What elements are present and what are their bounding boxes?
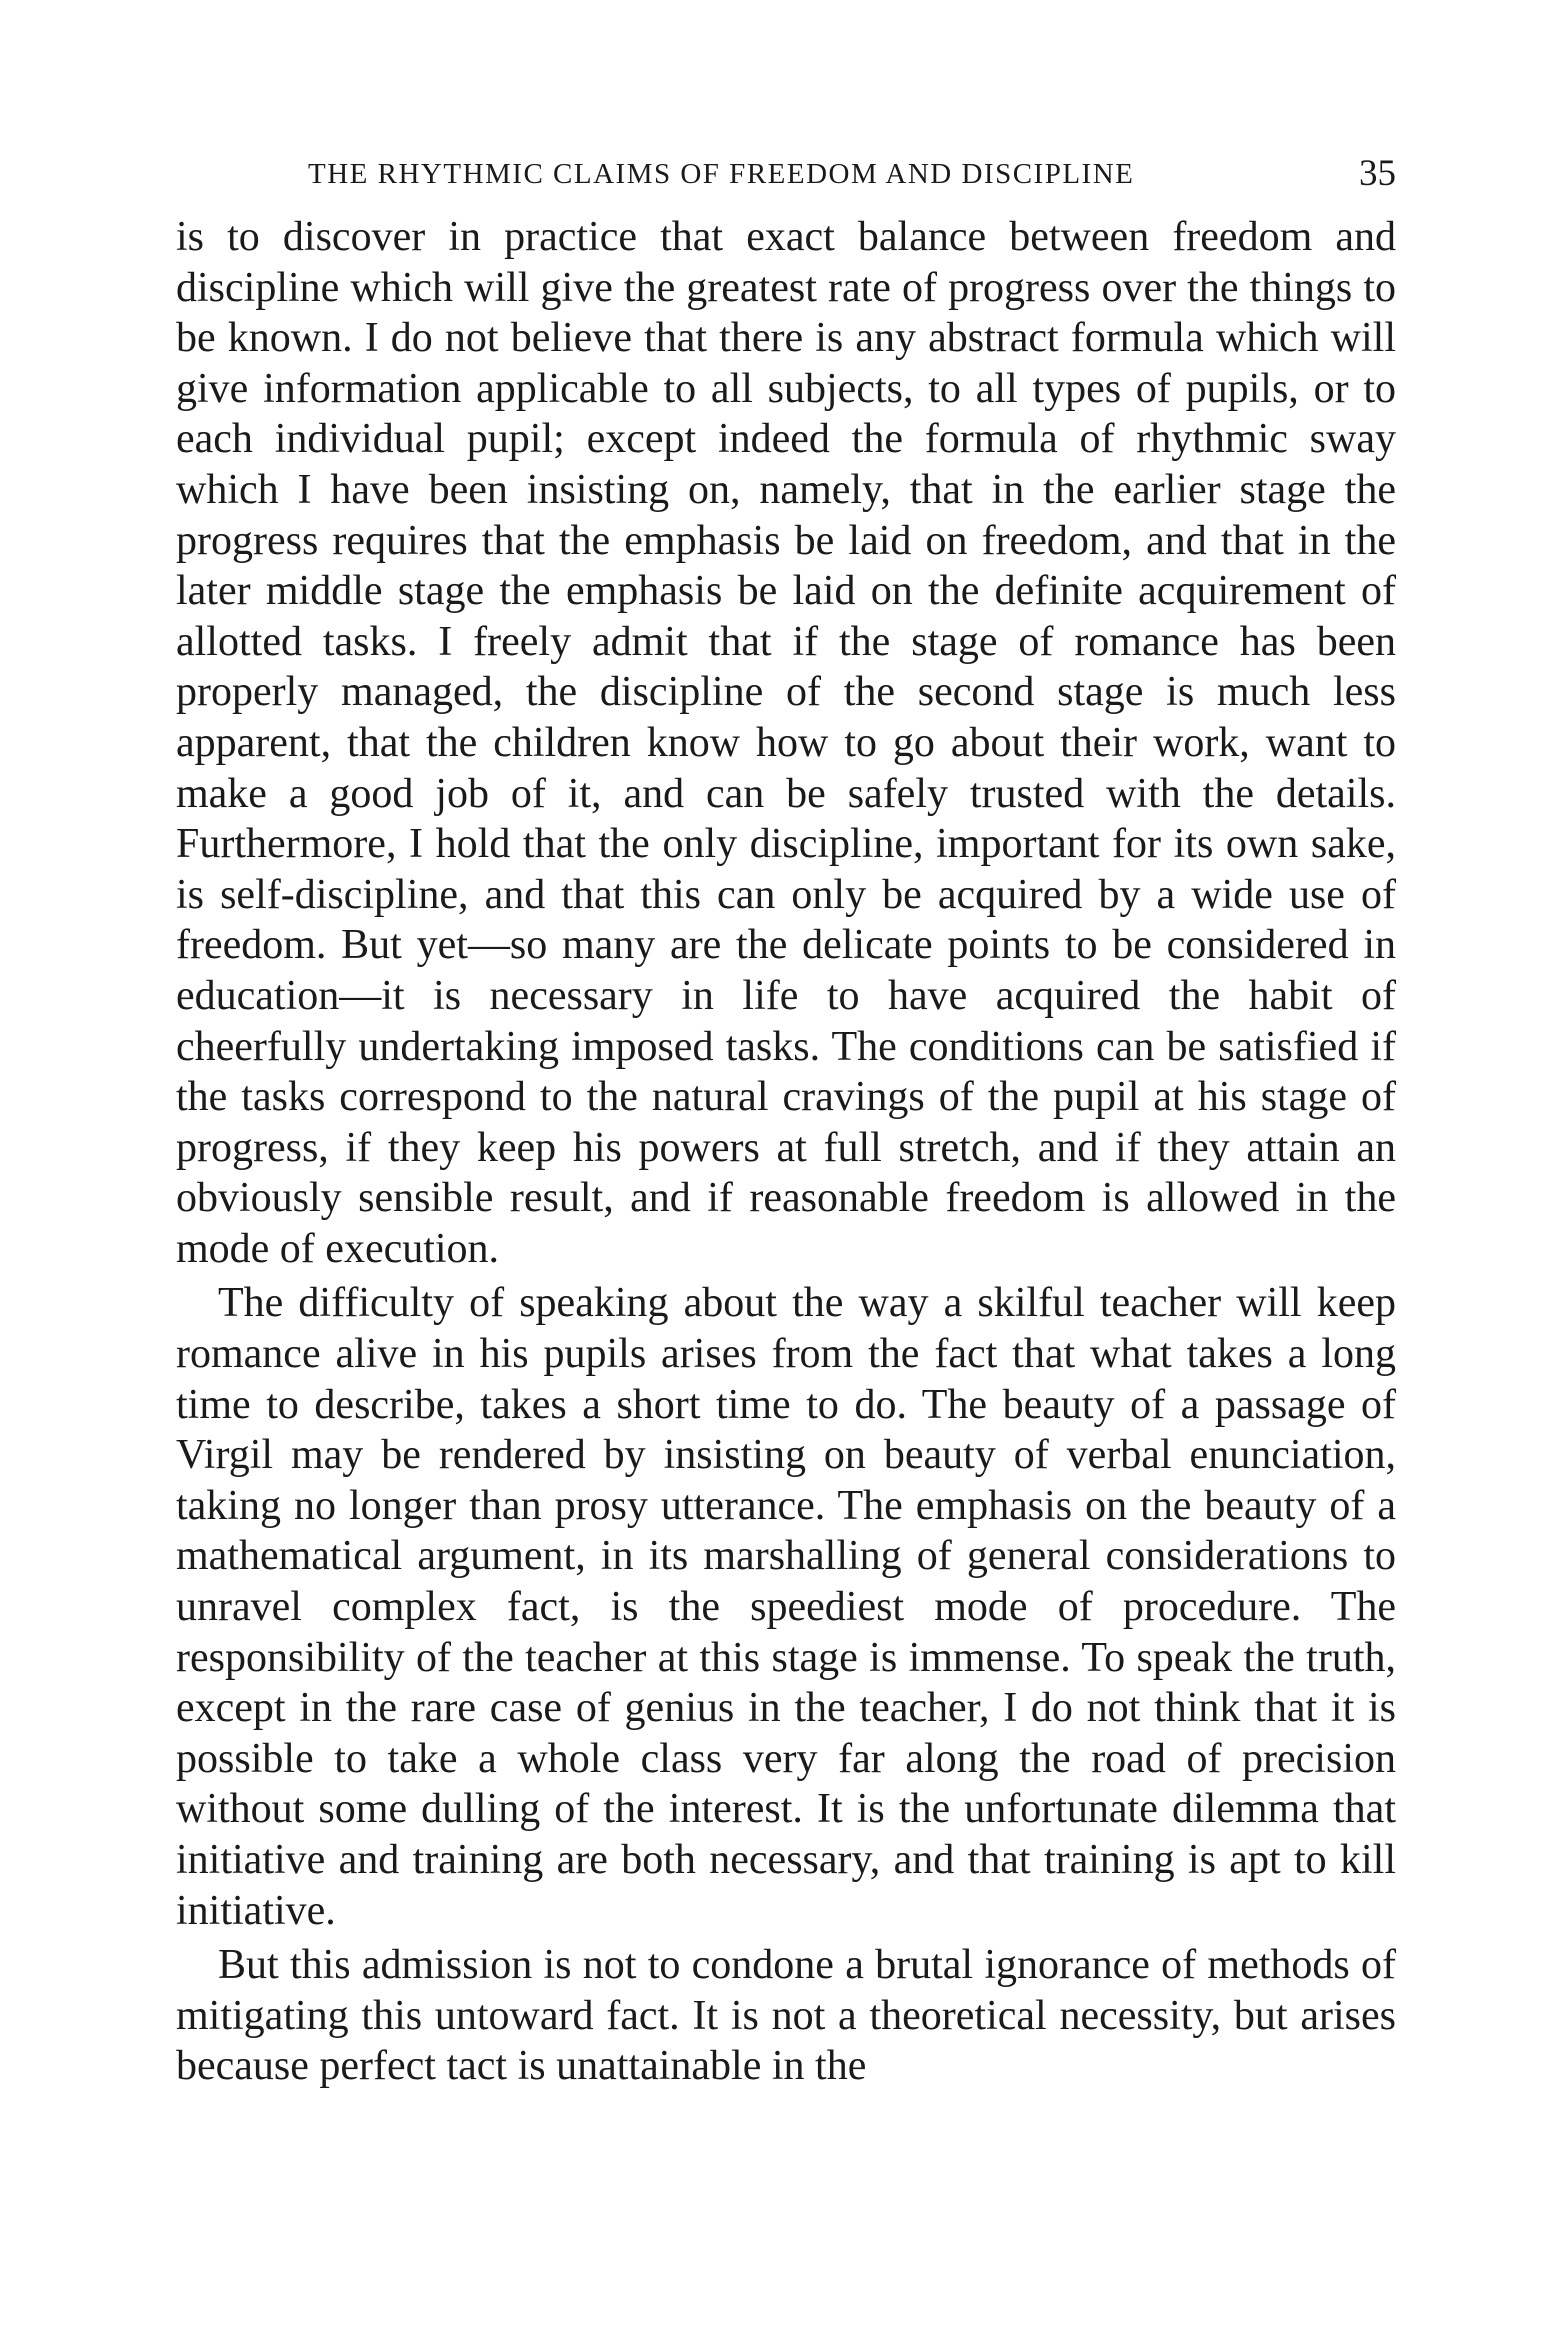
paragraph-1: is to discover in practice that exact balance between freedom and discipline which will give the greatest rate of progress over the things to be known. I do not believe that there is any abstract formula which will give information applicable to all subjects, to all types of pupils, or to each individual pupil; except indeed the formula of rhythmic sway which I have been insisting on, namely, that in the earlier stage the progress requires that the emphasis be laid on freedom, and that in the later middle stage the emphasis be laid on the definite acquirement of allotted tasks. I freely admit that if the stage of romance has been properly managed, the discipline of the second stage is much less apparent, that the children know how to go about their work, want to make a good job of it, and can be safely trusted with the details. Furthermore, I hold that the only discipline, important for its own sake, is self-discipline, and that this can only be acquired by a wide use of freedom. But yet—so many are the delicate points to be considered in education—it is necessary in life to have acquired the habit of cheerfully undertaking imposed tasks. The conditions can be satisfied if the tasks correspond to the natural cravings of the pupil at his stage of progress, if they keep his powers at full stretch, and if they attain an obviously sensible result, and if reasonable freedom is allowed in the mode of execution.	[176, 214, 1396, 1272]
paragraph-2: The difficulty of speaking about the way a skilful teacher will keep romance alive in his pupils arises from the fact that what takes a long time to describe, takes a short time to do. The beauty of a passage of Virgil may be rendered by insisting on beauty of verbal enunciation, taking no longer than prosy utterance. The emphasis on the beauty of a mathematical argument, in its marshalling of general considerations to unravel complex fact, is the speediest mode of procedure. The responsibility of the teacher at this stage is immense. To speak the truth, except in the rare case of genius in the teacher, I do not think that it is possible to take a whole class very far along the road of precision without some dulling of the interest. It is the unfortunate dilemma that initiative and training are both necessary, and that training is apt to kill initiative.	[176, 1280, 1396, 1934]
running-title: THE RHYTHMIC CLAIMS OF FREEDOM AND DISCIPLINE	[308, 158, 1135, 190]
page-number: 35	[1359, 153, 1396, 194]
book-page	[176, 150, 1396, 2092]
running-head	[176, 150, 1396, 202]
text-body	[176, 212, 1396, 2092]
paragraph-3: But this admission is not to condone a brutal ignorance of methods of mitigating this untoward fact. It is not a theoretical necessity, but arises because perfect tact is unattainable in the	[176, 1942, 1396, 2090]
